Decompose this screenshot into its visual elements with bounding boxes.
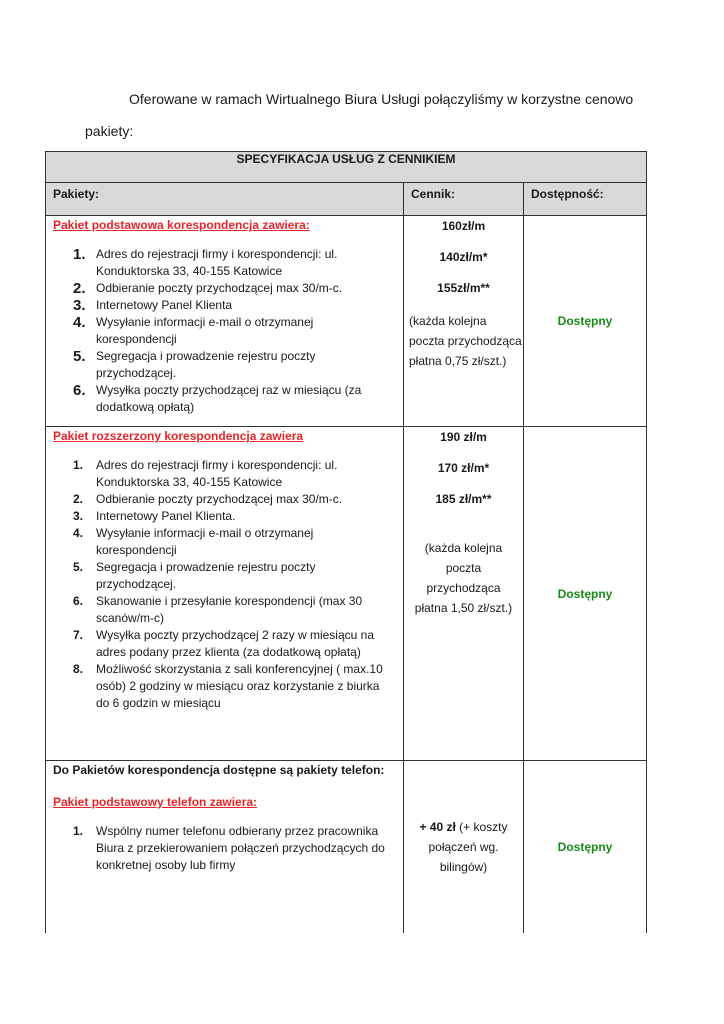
list-item: 7. Wysyłka poczty przychodzącej 2 razy w miesiącu na adres podany przez klienta (za dodatkową opłatą) bbox=[73, 628, 374, 659]
list-item: 8. Możliwość skorzystania z sali konferencyjnej ( max.10 osób) 2 godziny w miesiącu oraz korzystanie z biurka do 6 godzin w miesiącu bbox=[73, 662, 383, 710]
table-title: SPECYFIKACJA USŁUG Z CENNIKIEM bbox=[46, 152, 647, 183]
price-note: (każda kolejna poczta przychodząca płatna 0,75 zł/szt.) bbox=[409, 314, 522, 368]
intro-paragraph bbox=[85, 83, 645, 147]
table-row bbox=[46, 216, 647, 427]
availability-status: Dostępny bbox=[557, 314, 613, 328]
package-items-list bbox=[53, 246, 396, 416]
services-price-table bbox=[45, 151, 647, 933]
phone-packages-intro: Do Pakietów korespondencja dostępne są pakiety telefon: bbox=[53, 763, 385, 777]
table-header-row bbox=[46, 183, 647, 216]
availability-status: Dostępny bbox=[557, 586, 613, 601]
list-item: 5. Segregacja i prowadzenie rejestru poczty przychodzącej. bbox=[73, 560, 316, 591]
list-item: 5. Segregacja i prowadzenie rejestru poczty przychodzącej. bbox=[73, 348, 316, 380]
package-title: Pakiet podstawowy telefon zawiera: bbox=[53, 795, 258, 809]
package-items-list bbox=[53, 823, 396, 874]
price-cell bbox=[404, 427, 523, 618]
list-item: 1. Adres do rejestracji firmy i korespondencji: ul. Konduktorska 33, 40-155 Katowice bbox=[73, 246, 338, 278]
price-cell bbox=[404, 817, 523, 877]
table-title-row bbox=[46, 152, 647, 183]
price-standard: 160zł/m bbox=[441, 219, 486, 233]
intro-line-1: Oferowane w ramach Wirtualnego Biura Usługi połączyliśmy w korzystne cenowo bbox=[129, 91, 634, 107]
price-cell bbox=[404, 216, 523, 371]
list-item: 6. Skanowanie i przesyłanie korespondencji (max 30 scanów/m-c) bbox=[73, 594, 363, 625]
price-standard: 190 zł/m bbox=[440, 430, 487, 444]
price-phone: + 40 zł bbox=[419, 819, 456, 834]
availability-status: Dostępny bbox=[557, 839, 613, 854]
price-variant-1: 170 zł/m* bbox=[437, 461, 490, 475]
price-variant-1: 140zł/m* bbox=[439, 250, 488, 264]
package-title: Pakiet podstawowa korespondencja zawiera: bbox=[53, 218, 310, 232]
price-variant-2: 185 zł/m** bbox=[435, 492, 492, 506]
price-note: (+ koszty połączeń wg. bilingów) bbox=[428, 819, 508, 874]
package-title: Pakiet rozszerzony korespondencja zawiera bbox=[53, 429, 304, 443]
header-price: Cennik: bbox=[411, 187, 456, 201]
list-item: 4. Wysyłanie informacji e-mail o otrzymanej korespondencji bbox=[73, 314, 314, 346]
list-item: 1. Adres do rejestracji firmy i korespondencji: ul. Konduktorska 33, 40-155 Katowice bbox=[73, 458, 338, 489]
list-item: 1. Wspólny numer telefonu odbierany przez pracownika Biura z przekierowaniem połączeń przychodzących do konkretnej osoby lub firmy bbox=[73, 824, 385, 872]
table-row bbox=[46, 427, 647, 761]
header-packages: Pakiety: bbox=[53, 187, 100, 201]
header-availability: Dostępność: bbox=[531, 187, 604, 201]
table-row bbox=[46, 761, 647, 933]
list-item: 6. Wysyłka poczty przychodzącej raz w miesiącu (za dodatkową opłatą) bbox=[73, 382, 362, 414]
package-items-list bbox=[53, 457, 396, 712]
list-item: 4. Wysyłanie informacji e-mail o otrzymanej korespondencji bbox=[73, 526, 314, 557]
price-variant-2: 155zł/m** bbox=[437, 281, 490, 295]
intro-line-2: pakiety: bbox=[85, 123, 134, 139]
price-note: (każda kolejna poczta przychodząca płatna 1,50 zł/szt.) bbox=[414, 541, 513, 615]
list-item: 3. Internetowy Panel Klienta. bbox=[73, 509, 236, 523]
list-item: 2. Odbieranie poczty przychodzącej max 30/m-c. bbox=[73, 280, 343, 297]
list-item: 2. Odbieranie poczty przychodzącej max 30/m-c. bbox=[73, 492, 343, 506]
list-item: 3. Internetowy Panel Klienta bbox=[73, 297, 233, 314]
